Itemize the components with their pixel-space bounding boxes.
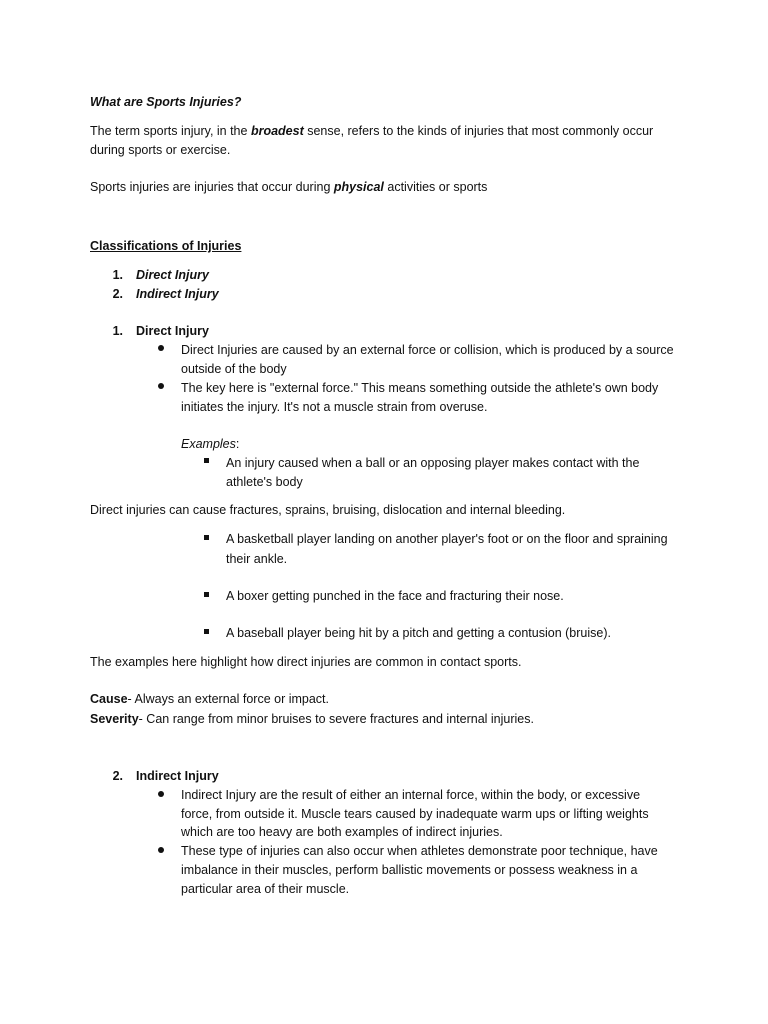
section-heading-indirect: Indirect Injury	[136, 769, 219, 783]
direct-summary: The examples here highlight how direct injuries are common in contact sports.	[90, 655, 522, 669]
square-bullet-icon	[204, 535, 209, 540]
examples-label	[181, 436, 239, 452]
example-text: their ankle.	[226, 552, 288, 566]
example-text: A boxer getting punched in the face and fracturing their nose.	[226, 589, 564, 603]
bullet-text: outside of the body	[181, 362, 287, 376]
intro-emphasis: physical	[333, 180, 384, 194]
square-bullet-icon	[204, 629, 209, 634]
severity-label: Severity	[90, 712, 139, 726]
cause-label: Cause	[90, 692, 128, 706]
examples-label-text: Examples	[181, 437, 236, 451]
section-number: 2.	[112, 769, 123, 783]
list-number: 1.	[112, 268, 123, 282]
classifications-heading: Classifications of Injuries	[90, 239, 242, 253]
intro-text: The term sports injury, in the	[90, 124, 251, 138]
section-heading-direct: Direct Injury	[136, 324, 209, 338]
bullet-text: Indirect Injury are the result of either an internal force, within the body, or excessive	[181, 788, 641, 802]
bullet-text: imbalance in their muscles, perform ballistic movements or possess weakness in a	[181, 863, 638, 877]
bullet-text: which are too heavy are both examples of indirect injuries.	[181, 825, 503, 839]
bullet-icon	[158, 847, 164, 853]
example-text: athlete's body	[226, 475, 303, 489]
list-item: Direct Injury	[136, 268, 209, 282]
intro-text: activities or sports	[383, 180, 488, 194]
cause-line	[90, 691, 329, 707]
square-bullet-icon	[204, 592, 209, 597]
intro-text: Sports injuries are injuries that occur during	[90, 180, 334, 194]
bullet-text: The key here is "external force." This means something outside the athlete's own body	[181, 381, 659, 395]
list-item: Indirect Injury	[136, 287, 219, 301]
severity-line	[90, 711, 534, 727]
bullet-icon	[158, 345, 164, 351]
intro-paragraph-2	[90, 179, 487, 195]
bullet-icon	[158, 791, 164, 797]
page-title: What are Sports Injuries?	[90, 95, 242, 109]
example-text: A basketball player landing on another player's foot or on the floor and spraining	[226, 532, 668, 546]
bullet-text: force, from outside it. Muscle tears caused by inadequate warm ups or lifting weights	[181, 807, 649, 821]
bullet-icon	[158, 383, 164, 389]
direct-note: Direct injuries can cause fractures, sprains, bruising, dislocation and internal bleeding.	[90, 503, 566, 517]
example-text: An injury caused when a ball or an opposing player makes contact with the	[226, 456, 640, 470]
intro-text: sense, refers to the kinds of injuries that most commonly occur	[303, 124, 654, 138]
bullet-text: initiates the injury. It's not a muscle strain from overuse.	[181, 400, 488, 414]
severity-text: - Can range from minor bruises to severe fractures and internal injuries.	[138, 712, 534, 726]
cause-text: - Always an external force or impact.	[127, 692, 330, 706]
bullet-text: particular area of their muscle.	[181, 882, 350, 896]
intro-line-1	[90, 123, 653, 139]
square-bullet-icon	[204, 458, 209, 463]
intro-line-2: during sports or exercise.	[90, 143, 231, 157]
example-text: A baseball player being hit by a pitch and getting a contusion (bruise).	[226, 626, 611, 640]
bullet-text: These type of injuries can also occur when athletes demonstrate poor technique, have	[181, 844, 658, 858]
section-number: 1.	[112, 324, 123, 338]
bullet-text: Direct Injuries are caused by an external force or collision, which is produced by a source	[181, 343, 674, 357]
examples-colon: :	[235, 437, 240, 451]
intro-emphasis: broadest	[250, 124, 304, 138]
list-number: 2.	[112, 287, 123, 301]
